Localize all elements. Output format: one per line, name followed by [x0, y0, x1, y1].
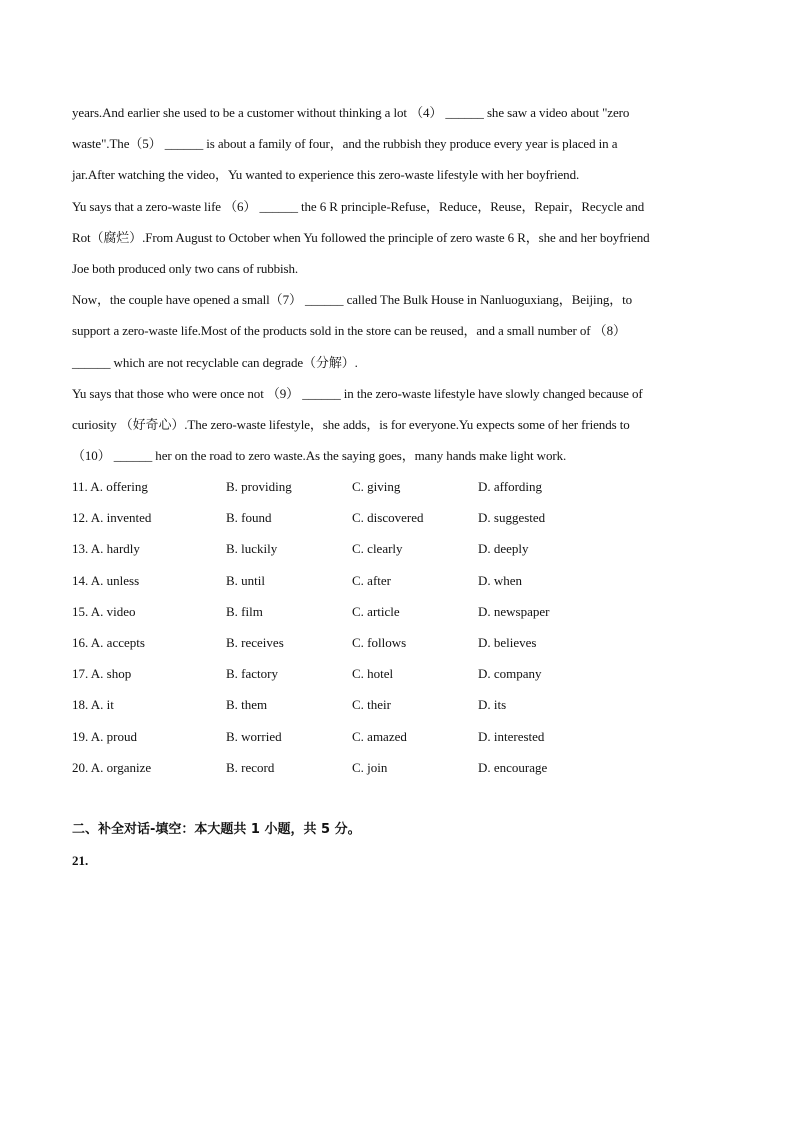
- option-c: C. clearly: [352, 541, 403, 557]
- option-d: D. its: [478, 697, 507, 713]
- passage-line: Yu says that a zero-waste life （6） ______ the 6 R principle-Refuse，Reduce，Reuse，Repair，Recycle and: [72, 198, 645, 214]
- passage-line: Yu says that those who were once not （9） ______ in the zero-waste lifestyle have slowly changed because of: [72, 385, 643, 401]
- option-b: B. until: [226, 572, 266, 588]
- section-heading: 二、补全对话-填空：本大题共 1 小题，共 5 分。: [72, 822, 361, 837]
- answer-options: [72, 477, 724, 789]
- option-c: C. join: [352, 759, 388, 775]
- passage-line: curiosity （好奇心）.The zero-waste lifestyle，she adds，is for everyone.Yu expects some of her friends to: [72, 416, 630, 432]
- option-b: B. record: [226, 759, 275, 775]
- option-d: D. newspaper: [478, 603, 550, 619]
- option-b: B. film: [226, 603, 263, 619]
- option-row-20: [72, 758, 724, 789]
- option-row-15: [72, 602, 724, 633]
- passage-line: jar.After watching the video，Yu wanted to experience this zero-waste lifestyle with her boyfriend.: [72, 167, 580, 183]
- option-row-18: [72, 695, 724, 726]
- option-row-19: [72, 727, 724, 758]
- option-d: D. encourage: [478, 759, 548, 775]
- passage-line: ______ which are not recyclable can degrade（分解）.: [72, 354, 358, 370]
- option-a: 14. A. unless: [72, 572, 140, 588]
- option-c: C. hotel: [352, 666, 394, 682]
- option-row-16: [72, 633, 724, 664]
- option-d: D. believes: [478, 634, 537, 650]
- passage-line: Rot（腐烂）.From August to October when Yu followed the principle of zero waste 6 R，she and her boyfriend: [72, 229, 650, 245]
- option-c: C. giving: [352, 479, 401, 494]
- option-c: C. their: [352, 697, 391, 713]
- option-row-17: [72, 664, 724, 695]
- option-c: C. article: [352, 603, 400, 619]
- option-d: D. when: [478, 572, 523, 588]
- option-a: 12. A. invented: [72, 510, 152, 526]
- option-d: D. company: [478, 666, 542, 682]
- option-a: 18. A. it: [72, 697, 114, 713]
- option-b: B. luckily: [226, 541, 278, 557]
- option-a: 15. A. video: [72, 603, 136, 619]
- option-b: B. them: [226, 697, 268, 713]
- passage-line: Now，the couple have opened a small（7） ______ called The Bulk House in Nanluoguxiang，Beijing，to: [72, 292, 633, 308]
- option-c: C. follows: [352, 634, 407, 650]
- option-a: 20. A. organize: [72, 759, 152, 775]
- option-a: 19. A. proud: [72, 728, 137, 744]
- option-row-12: [72, 508, 724, 539]
- option-a: 13. A. hardly: [72, 541, 140, 557]
- option-row-13: [72, 539, 724, 570]
- option-d: D. deeply: [478, 541, 529, 557]
- option-row-14: [72, 571, 724, 602]
- option-d: D. affording: [478, 479, 543, 494]
- passage-line: support a zero-waste life.Most of the products sold in the store can be reused，and a small number of （8）: [72, 323, 626, 339]
- passage-line: waste".The（5） ______ is about a family of four，and the rubbish they produce every year is placed in a: [72, 136, 618, 152]
- passage-line: （10） ______ her on the road to zero waste.As the saying goes，many hands make light work.: [72, 448, 567, 464]
- option-a: 16. A. accepts: [72, 634, 145, 650]
- option-a: 17. A. shop: [72, 666, 132, 682]
- option-c: C. amazed: [352, 728, 407, 744]
- option-c: C. after: [352, 572, 391, 588]
- option-b: B. factory: [226, 666, 278, 682]
- option-c: C. discovered: [352, 510, 424, 526]
- option-b: B. found: [226, 510, 272, 526]
- option-b: B. providing: [226, 479, 292, 494]
- cloze-passage: [72, 103, 724, 477]
- option-d: D. suggested: [478, 510, 546, 526]
- passage-line: Joe both produced only two cans of rubbish.: [72, 260, 299, 276]
- option-row-11: [72, 477, 724, 508]
- passage-line: years.And earlier she used to be a customer without thinking a lot （4） ______ she saw a video about "zero: [72, 105, 630, 120]
- option-d: D. interested: [478, 728, 545, 744]
- question-number: 21.: [72, 853, 89, 868]
- option-b: B. receives: [226, 634, 284, 650]
- option-b: B. worried: [226, 728, 282, 744]
- option-a: 11. A. offering: [72, 479, 148, 494]
